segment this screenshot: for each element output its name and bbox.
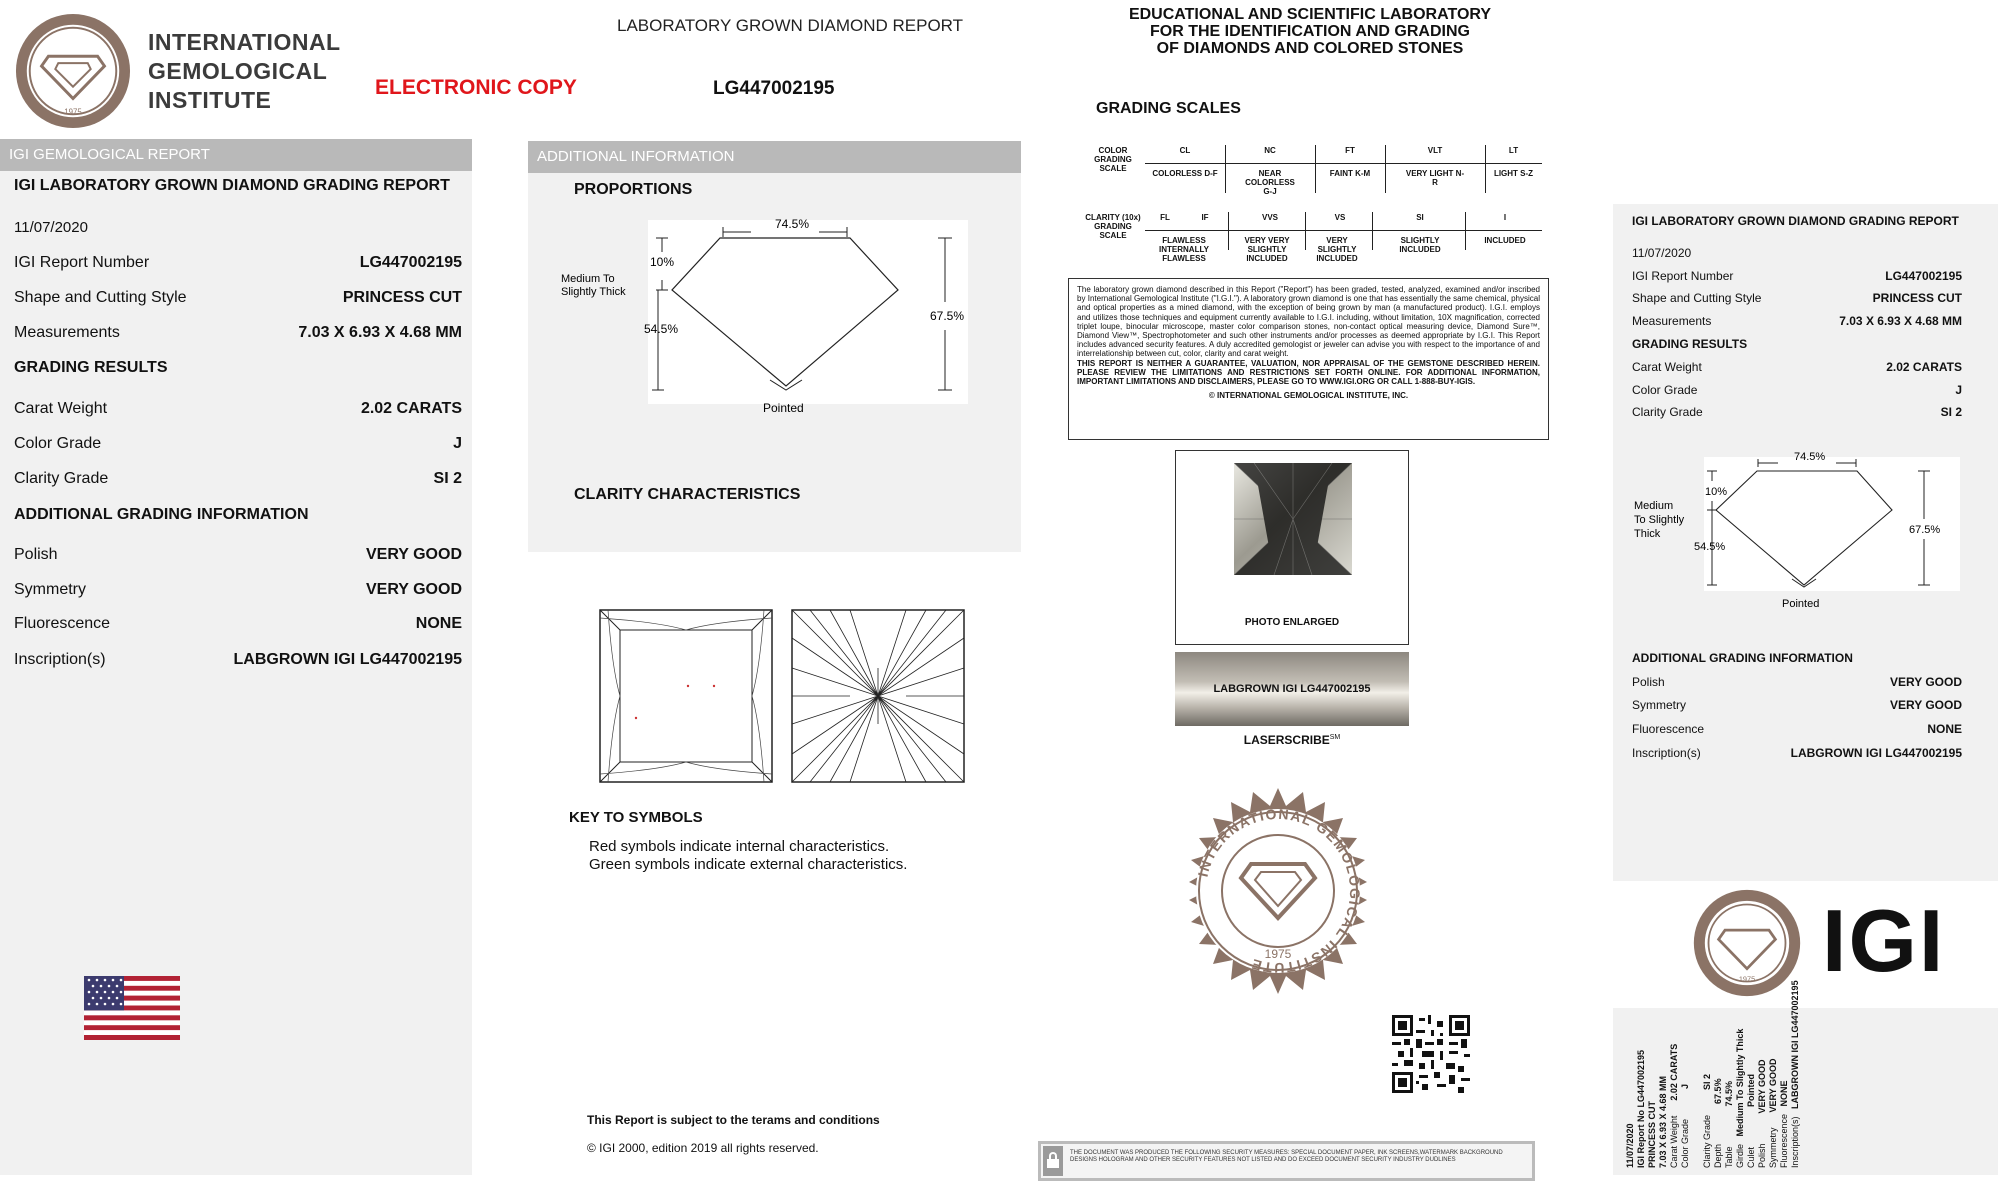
stub-depth: Depth 67.5% (1713, 1078, 1723, 1168)
clarity-desc-vvs: VERY VERY SLIGHTLY INCLUDED (1244, 236, 1290, 263)
color-desc-near-colorless: NEAR COLORLESS G-J (1245, 169, 1295, 196)
table-pct-label: 74.5% (775, 217, 810, 231)
grading-scales-heading: GRADING SCALES (1096, 100, 1241, 117)
laser-inscription-text: LABGROWN IGI LG447002195 (1213, 683, 1371, 695)
disclaimer-copyright: © INTERNATIONAL GEMOLOGICAL INSTITUTE, INC. (1208, 391, 1409, 401)
summary-row-fluorescence: Fluorescence NONE (1632, 722, 1962, 736)
summary-row-clarity: Clarity Grade SI 2 (1632, 405, 1962, 419)
seal-year-large: 1975 (1264, 947, 1292, 961)
stub-polish: Polish VERY GOOD (1757, 1059, 1767, 1168)
security-note: THE DOCUMENT WAS PRODUCED THE FOLLOWING SECURITY MEASURES: SPECIAL DOCUMENT PAPER, INK SCREENS,WATERMARK BACKGROUND DESIGNS HOLOGRAM AND OTHER SECURITY FEATURES NOT LISTED AND DO EXCEED DOCUMENT SECURITY INDUSTRY DUDLINES (1070, 1150, 1503, 1163)
row-inscription: Inscription(s) LABGROWN IGI LG447002195 (14, 651, 462, 668)
summary-crown-pct: 10% (1705, 486, 1728, 498)
stub-color: Color Grade J (1680, 1083, 1690, 1168)
copyright-text: © IGI 2000, edition 2019 all rights reserved. (587, 1141, 819, 1155)
us-flag-icon (84, 976, 180, 1040)
qr-code[interactable] (1392, 1015, 1470, 1093)
terms-text: This Report is subject to the terams and conditions (587, 1113, 880, 1127)
small-seal-year: 1975 (1738, 974, 1756, 984)
color-scale-line (1145, 163, 1542, 164)
igi-large-seal (1173, 786, 1383, 996)
stub-culet: Culet Pointed (1746, 1073, 1756, 1168)
summary-depth-pct: 67.5% (1909, 524, 1941, 536)
clarity-code-if: IF (1201, 213, 1209, 222)
color-code-lt: LT (1508, 146, 1519, 155)
summary-culet: Pointed (1782, 598, 1820, 610)
stub-report-line: IGI Report No LG447002195 (1636, 1049, 1646, 1168)
crown-pct-label: 10% (650, 255, 675, 269)
color-code-cl: CL (1179, 146, 1191, 155)
color-desc-colorless: COLORLESS D-F (1152, 169, 1218, 178)
summary-grading-heading: GRADING RESULTS (1632, 337, 1748, 351)
culet-label: Pointed (763, 401, 804, 415)
clarity-plot-crown (598, 608, 774, 784)
girdle-label-2: Slightly Thick (561, 286, 626, 298)
clarity-divider-2 (1305, 212, 1306, 250)
stub-measurements: 7.03 X 6.93 X 4.68 MM (1658, 1075, 1668, 1168)
color-desc-very-light: VERY LIGHT N-R (1405, 169, 1465, 187)
key-to-symbols-heading: KEY TO SYMBOLS (569, 809, 703, 826)
disclaimer-box (1068, 278, 1549, 440)
color-divider-4 (1485, 145, 1486, 193)
summary-pavilion-pct: 54.5% (1694, 541, 1726, 553)
color-code-vlt: VLT (1427, 146, 1443, 155)
stub-carat: Carat Weight 2.02 CARATS (1669, 1043, 1679, 1168)
row-color: Color Grade J (14, 435, 462, 452)
stub-inscription: Inscription(s) LABGROWN IGI LG447002195 (1790, 980, 1800, 1168)
summary-row-shape: Shape and Cutting Style PRINCESS CUT (1632, 291, 1962, 305)
stub-table: Table 74.5% (1724, 1080, 1734, 1168)
disclaimer-text: The laboratory grown diamond described in this Report ("Report") has been graded, tested, analyzed, examined and/or inscribed by International Gemological Institute ("I.G.I."). A laboratory grown diamond is one that has essentially the same chemical, physical and optical properties as a mined diamond, with the exception of being grown by man (a manufactured product). I.G.I. employs and utilizes those techniques and equipment currently available to I.G.I. including, without limitation, 10X magnification, corrected triplet loupe, binocular microscope, master color comparison stones, non-contact optical measuring device, Diamond Sure™, Diamond View™, Spectrophotometer and such other instruments and/or processes as deemed appropriate by I.G.I. This Report includes advanced security features. A duly accredited gemologist or jeweler can advise you with respect to the importance of and interrelationship between cut, color, clarity and carat weight. (1077, 285, 1540, 359)
summary-row-polish: Polish VERY GOOD (1632, 675, 1962, 689)
igi-seal-logo (14, 12, 132, 130)
row-report-number: IGI Report Number LG447002195 (14, 254, 462, 271)
stub-girdle: Girdle Medium To Slightly Thick (1735, 1028, 1745, 1168)
laserscribe-label: LASERSCRIBE℠ (1243, 733, 1341, 747)
summary-row-symmetry: Symmetry VERY GOOD (1632, 698, 1962, 712)
clarity-desc-flawless: FLAWLESS INTERNALLY FLAWLESS (1159, 236, 1209, 263)
summary-table-pct: 74.5% (1794, 451, 1826, 463)
clarity-code-fl: FL (1160, 213, 1170, 222)
igi-wordmark: IGI (1822, 891, 1946, 990)
row-measurements: Measurements 7.03 X 6.93 X 4.68 MM (14, 324, 462, 341)
summary-girdle-3: Thick (1634, 528, 1661, 540)
summary-girdle-2: To Slightly (1634, 514, 1685, 526)
clarity-divider-1 (1228, 212, 1229, 250)
stub-text (1625, 980, 1801, 1168)
pavilion-pct-label: 54.5% (644, 322, 679, 336)
stub-clarity: Clarity Grade SI 2 (1702, 1073, 1712, 1168)
depth-pct-label: 67.5% (930, 309, 965, 323)
diamond-photo (1234, 463, 1352, 575)
color-code-ft: FT (1345, 146, 1355, 155)
clarity-code-si: SI (1416, 213, 1424, 222)
clarity-code-vvs: VVS (1261, 213, 1278, 222)
row-carat: Carat Weight 2.02 CARATS (14, 400, 462, 417)
clarity-divider-3 (1372, 212, 1373, 250)
additional-info-bar: ADDITIONAL INFORMATION (528, 141, 1021, 173)
clarity-divider-4 (1465, 212, 1466, 250)
row-symmetry: Symmetry VERY GOOD (14, 581, 462, 598)
summary-date: 11/07/2020 (1632, 246, 1692, 260)
disclaimer-bold-text: THIS REPORT IS NEITHER A GUARANTEE, VALUATION, NOR APPRAISAL OF THE GEMSTONE DESCRIBED HEREIN. PLEASE REVIEW THE LIMITATIONS AND RESTRICTIONS SET FORTH ONLINE. FOR ADDITIONAL INFORMATION, IMPORTANT LIMITATIONS AND DISCLAIMERS, PLEASE GO TO WWW.IGI.ORG OR CALL 1-888-BUY-IGIS. (1077, 358, 1540, 387)
photo-caption: PHOTO ENLARGED (1244, 617, 1340, 628)
report-date: 11/07/2020 (14, 219, 88, 236)
proportions-diagram (548, 208, 1008, 418)
summary-row-carat: Carat Weight 2.02 CARATS (1632, 360, 1962, 374)
summary-proportions-diagram (1632, 445, 1972, 615)
seal-year: 1975 (64, 107, 82, 117)
clarity-code-vs: VS (1334, 213, 1346, 222)
row-clarity: Clarity Grade SI 2 (14, 470, 462, 487)
igi-report-bar: IGI GEMOLOGICAL REPORT (0, 139, 472, 171)
row-shape: Shape and Cutting Style PRINCESS CUT (14, 289, 462, 306)
clarity-scale-label: CLARITY (10x) GRADING SCALE (1085, 213, 1141, 240)
clarity-scale-line (1145, 230, 1542, 231)
summary-additional-heading: ADDITIONAL GRADING INFORMATION (1632, 651, 1853, 665)
stub-shape: PRINCESS CUT (1647, 1100, 1657, 1168)
stub-fluorescence: Fluorescence NONE (1779, 1080, 1789, 1168)
proportions-heading: PROPORTIONS (574, 181, 693, 198)
summary-row-color: Color Grade J (1632, 383, 1962, 397)
additional-info-heading: ADDITIONAL GRADING INFORMATION (14, 506, 309, 523)
report-title: IGI LABORATORY GROWN DIAMOND GRADING REPORT (14, 177, 450, 194)
color-desc-light: LIGHT S-Z (1493, 169, 1534, 178)
color-scale-label: COLOR GRADING SCALE (1094, 146, 1132, 173)
summary-row-inscription: Inscription(s) LABGROWN IGI LG447002195 (1632, 746, 1962, 760)
key-green-text: Green symbols indicate external characteristics. (589, 856, 908, 873)
stub-date: 11/07/2020 (1625, 1123, 1635, 1168)
clarity-desc-i: INCLUDED (1484, 236, 1526, 245)
report-number-header: LG447002195 (713, 78, 835, 99)
summary-row-measurements: Measurements 7.03 X 6.93 X 4.68 MM (1632, 314, 1962, 328)
lab-report-title: LABORATORY GROWN DIAMOND REPORT (617, 16, 964, 35)
summary-girdle-1: Medium (1634, 500, 1674, 512)
seal-ring-text: INTERNATIONAL GEMOLOGICAL INSTITUTE (1194, 805, 1364, 977)
girdle-label-1: Medium To (561, 273, 615, 285)
row-fluorescence: Fluorescence NONE (14, 615, 462, 632)
color-divider-2 (1315, 145, 1316, 193)
clarity-plot-pavilion (790, 608, 966, 784)
stub-symmetry: Symmetry VERY GOOD (1768, 1058, 1778, 1168)
summary-title: IGI LABORATORY GROWN DIAMOND GRADING REPORT (1632, 214, 1959, 228)
educational-lab-heading: EDUCATIONAL AND SCIENTIFIC LABORATORY FOR THE IDENTIFICATION AND GRADING OF DIAMONDS AND COLORED STONES (1128, 6, 1492, 57)
color-divider-1 (1225, 145, 1226, 193)
clarity-heading: CLARITY CHARACTERISTICS (574, 486, 801, 503)
color-divider-3 (1385, 145, 1386, 193)
logo-wordmark: INTERNATIONAL GEMOLOGICAL INSTITUTE (148, 29, 341, 113)
electronic-copy-label: ELECTRONIC COPY (375, 76, 577, 99)
clarity-desc-vs: VERY SLIGHTLY INCLUDED (1316, 236, 1358, 263)
grading-results-heading: GRADING RESULTS (14, 359, 168, 376)
summary-row-report-number: IGI Report Number LG447002195 (1632, 269, 1962, 283)
key-red-text: Red symbols indicate internal characteristics. (589, 838, 890, 855)
lock-icon (1043, 1146, 1063, 1176)
color-code-nc: NC (1264, 146, 1276, 155)
color-desc-faint: FAINT K-M (1329, 169, 1371, 178)
clarity-desc-si: SLIGHTLY INCLUDED (1399, 236, 1441, 254)
clarity-code-i: I (1503, 213, 1507, 222)
row-polish: Polish VERY GOOD (14, 546, 462, 563)
